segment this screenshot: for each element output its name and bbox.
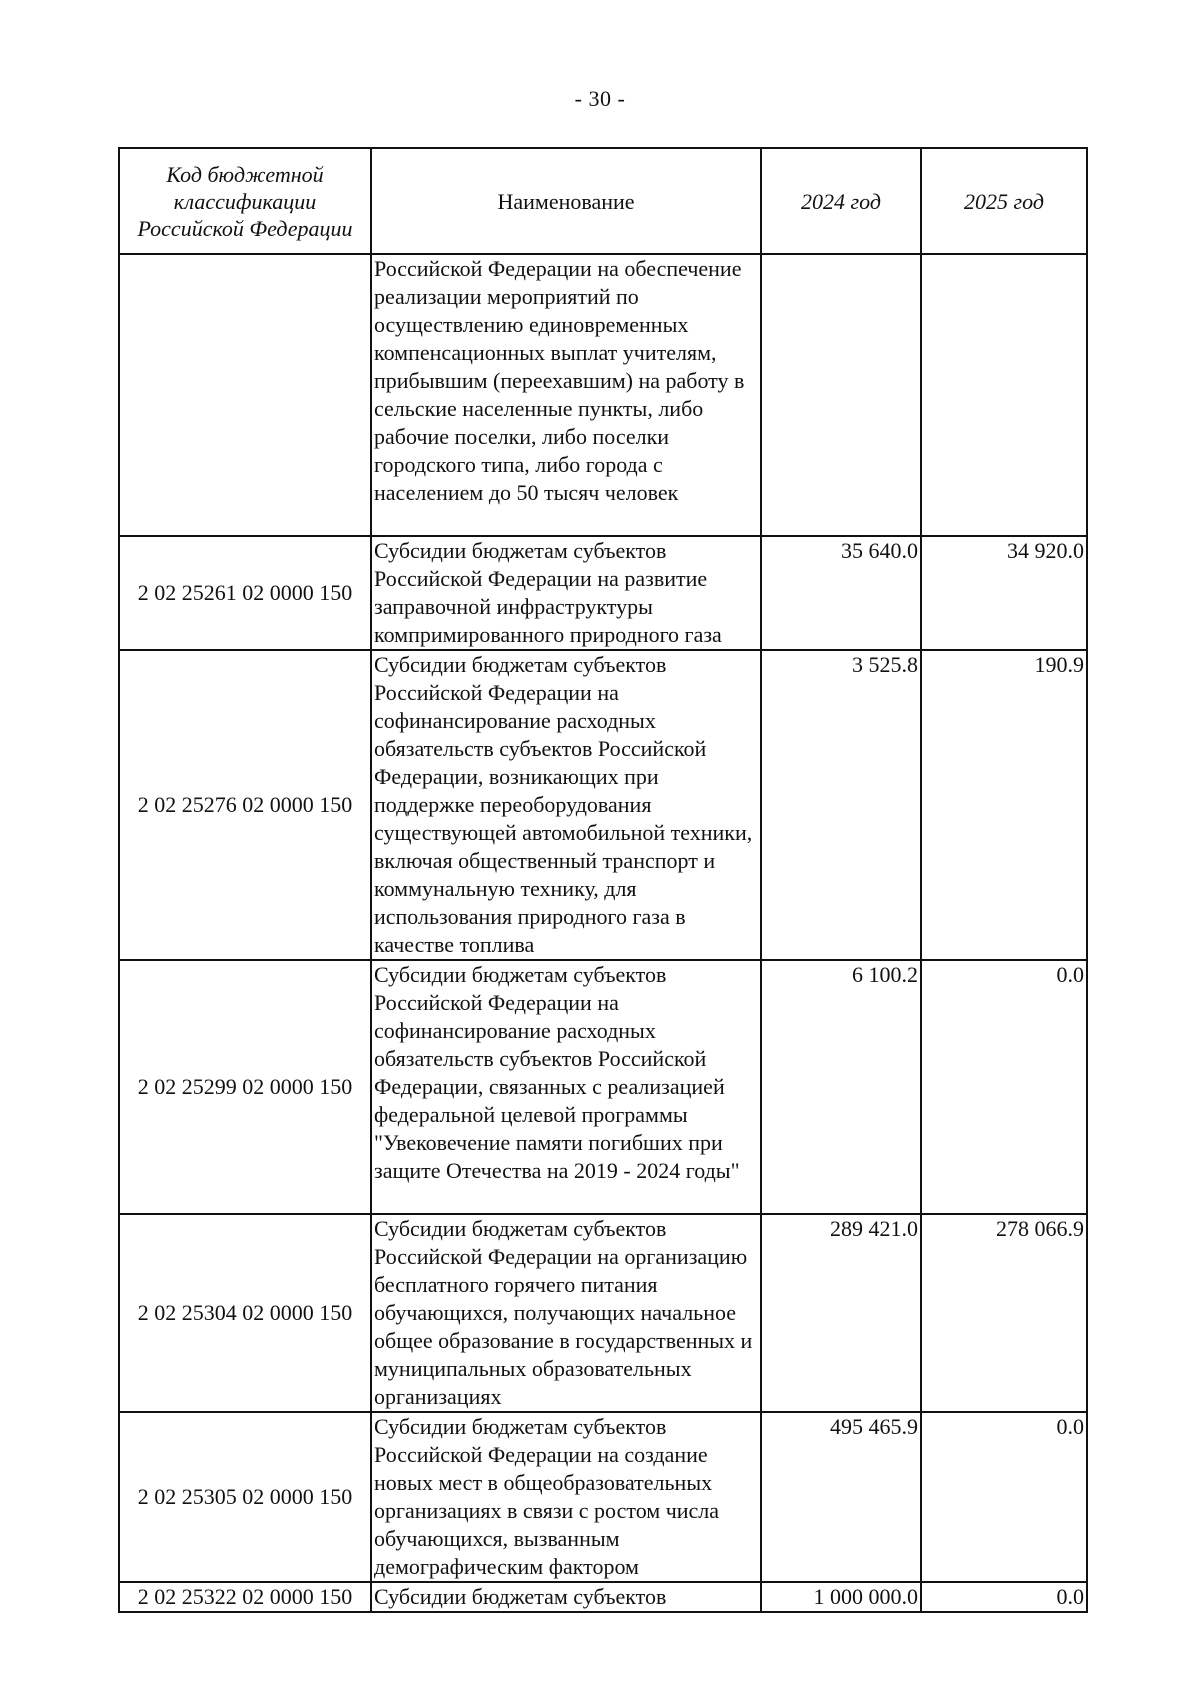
table-row bbox=[119, 1412, 1087, 1582]
table-row bbox=[119, 254, 1087, 536]
row-code: 2 02 25305 02 0000 150 bbox=[119, 1412, 371, 1582]
row-value-2024: 1 000 000.0 bbox=[761, 1582, 921, 1612]
row-code: 2 02 25276 02 0000 150 bbox=[119, 650, 371, 960]
table-row bbox=[119, 1582, 1087, 1612]
budget-table bbox=[118, 147, 1088, 1613]
row-name: Российской Федерации на обеспечение реализации мероприятий по осуществлению единовременных компенсационных выплат учителям, прибывшим (переехавшим) на работу в сельские населенные пункты, либо рабочие поселки, либо поселки городского типа, либо города с населением до 50 тысяч человек bbox=[371, 254, 761, 536]
row-value-2025: 0.0 bbox=[921, 960, 1087, 1214]
row-name: Субсидии бюджетам субъектов Российской Федерации на развитие заправочной инфраструктуры компримированного природного газа bbox=[371, 536, 761, 650]
row-name: Субсидии бюджетам субъектов Российской Федерации на софинансирование расходных обязательств субъектов Российской Федерации, связанных с реализацией федеральной целевой программы "Увековечение памяти погибших при защите Отечества на 2019 - 2024 годы" bbox=[371, 960, 761, 1214]
row-name: Субсидии бюджетам субъектов bbox=[371, 1582, 761, 1612]
row-value-2025: 190.9 bbox=[921, 650, 1087, 960]
row-value-2024: 289 421.0 bbox=[761, 1214, 921, 1412]
row-value-2024: 35 640.0 bbox=[761, 536, 921, 650]
header-2025: 2025 год bbox=[921, 148, 1087, 254]
table-row bbox=[119, 960, 1087, 1214]
row-value-2025 bbox=[921, 254, 1087, 536]
row-code: 2 02 25261 02 0000 150 bbox=[119, 536, 371, 650]
row-code: 2 02 25304 02 0000 150 bbox=[119, 1214, 371, 1412]
row-value-2025: 0.0 bbox=[921, 1582, 1087, 1612]
row-value-2025: 278 066.9 bbox=[921, 1214, 1087, 1412]
row-code bbox=[119, 254, 371, 536]
row-name: Субсидии бюджетам субъектов Российской Федерации на создание новых мест в общеобразовательных организациях в связи с ростом числа обучающихся, вызванным демографическим фактором bbox=[371, 1412, 761, 1582]
table-row bbox=[119, 536, 1087, 650]
row-name: Субсидии бюджетам субъектов Российской Федерации на софинансирование расходных обязательств субъектов Российской Федерации, возникающих при поддержке переоборудования существующей автомобильной техники, включая общественный транспорт и коммунальную технику, для использования природного газа в качестве топлива bbox=[371, 650, 761, 960]
row-code: 2 02 25299 02 0000 150 bbox=[119, 960, 371, 1214]
table-row bbox=[119, 650, 1087, 960]
row-name: Субсидии бюджетам субъектов Российской Федерации на организацию бесплатного горячего питания обучающихся, получающих начальное общее образование в государственных и муниципальных образовательных организациях bbox=[371, 1214, 761, 1412]
table-row bbox=[119, 1214, 1087, 1412]
row-value-2024 bbox=[761, 254, 921, 536]
row-value-2024: 6 100.2 bbox=[761, 960, 921, 1214]
row-value-2024: 495 465.9 bbox=[761, 1412, 921, 1582]
row-value-2024: 3 525.8 bbox=[761, 650, 921, 960]
header-code: Код бюджетной классификации Российской Федерации bbox=[119, 148, 371, 254]
table-header-row bbox=[119, 148, 1087, 254]
row-value-2025: 0.0 bbox=[921, 1412, 1087, 1582]
header-name: Наименование bbox=[371, 148, 761, 254]
header-2024: 2024 год bbox=[761, 148, 921, 254]
row-value-2025: 34 920.0 bbox=[921, 536, 1087, 650]
page-number: - 30 - bbox=[574, 86, 626, 111]
row-code: 2 02 25322 02 0000 150 bbox=[119, 1582, 371, 1612]
